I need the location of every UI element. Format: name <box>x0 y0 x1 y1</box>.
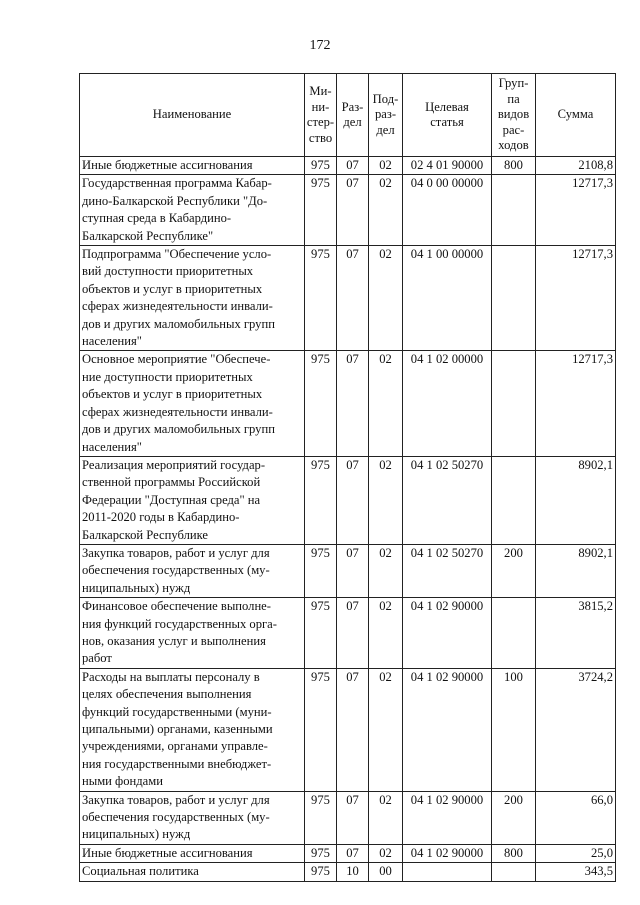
table-body <box>80 157 616 882</box>
cell-target: 04 0 00 00000 <box>403 175 492 246</box>
cell-subsection: 02 <box>369 456 403 544</box>
header-ministry-line: Ми- <box>309 84 332 98</box>
cell-subsection: 02 <box>369 844 403 862</box>
table-row <box>80 844 616 862</box>
cell-subsection: 02 <box>369 791 403 844</box>
table-row <box>80 246 616 351</box>
cell-ministry: 975 <box>305 351 337 456</box>
budget-table <box>79 73 616 882</box>
cell-ministry: 975 <box>305 175 337 246</box>
header-group-line: видов <box>497 107 530 122</box>
header-target-line: Целевая <box>425 99 469 114</box>
cell-section: 07 <box>337 246 369 351</box>
cell-section: 07 <box>337 544 369 597</box>
table-row <box>80 598 616 669</box>
cell-subsection: 02 <box>369 175 403 246</box>
cell-section: 07 <box>337 598 369 669</box>
header-ministry <box>305 74 337 157</box>
cell-group: 800 <box>492 844 536 862</box>
cell-sum: 343,5 <box>536 863 616 881</box>
cell-group: 100 <box>492 668 536 791</box>
cell-group: 800 <box>492 157 536 175</box>
cell-sum: 3815,2 <box>536 598 616 669</box>
cell-ministry: 975 <box>305 246 337 351</box>
cell-target: 04 1 02 90000 <box>403 598 492 669</box>
cell-group <box>492 863 536 881</box>
cell-name: Подпрограмма "Обеспечение усло- вий доступности приоритетных объектов и услуг в приоритетных сферах жизнедеятельности инвали- дов и других маломобильных групп населения" <box>80 246 305 351</box>
cell-group <box>492 175 536 246</box>
cell-section: 07 <box>337 175 369 246</box>
cell-name: Расходы на выплаты персоналу в целях обеспечения выполнения функций государственными (муни- ципальными) органами, казенными учреждениями, органами управле- ния государственными внебюджет- ными фондами <box>80 668 305 791</box>
header-group <box>492 74 536 157</box>
cell-section: 07 <box>337 157 369 175</box>
page-number: 172 <box>309 38 331 53</box>
cell-ministry: 975 <box>305 844 337 862</box>
header-group-line: рас- <box>502 122 525 137</box>
header-target <box>403 74 492 157</box>
cell-ministry: 975 <box>305 598 337 669</box>
cell-group: 200 <box>492 791 536 844</box>
cell-sum: 3724,2 <box>536 668 616 791</box>
cell-name: Реализация мероприятий государ- ственной программы Российской Федерации "Доступная среда" на 2011-2020 годы в Кабардино- Балкарской Республике <box>80 456 305 544</box>
cell-subsection: 00 <box>369 863 403 881</box>
cell-target: 04 1 02 90000 <box>403 791 492 844</box>
cell-section: 07 <box>337 668 369 791</box>
cell-ministry: 975 <box>305 668 337 791</box>
header-ministry-line: стер- <box>306 115 335 129</box>
cell-group <box>492 351 536 456</box>
cell-subsection: 02 <box>369 544 403 597</box>
cell-section: 10 <box>337 863 369 881</box>
header-section-line: дел <box>343 115 362 129</box>
cell-name: Основное мероприятие "Обеспече- ние доступности приоритетных объектов и услуг в приоритетных сферах жизнедеятельности инвали- дов и других маломобильных групп населения" <box>80 351 305 456</box>
header-section-line: Раз- <box>341 99 364 114</box>
cell-target: 04 1 02 50270 <box>403 456 492 544</box>
cell-target <box>403 863 492 881</box>
cell-sum: 66,0 <box>536 791 616 844</box>
cell-name: Иные бюджетные ассигнования <box>80 844 305 862</box>
cell-subsection: 02 <box>369 598 403 669</box>
cell-target: 04 1 02 90000 <box>403 668 492 791</box>
cell-target: 04 1 02 00000 <box>403 351 492 456</box>
cell-section: 07 <box>337 844 369 862</box>
cell-group <box>492 456 536 544</box>
cell-sum: 8902,1 <box>536 456 616 544</box>
table-row <box>80 175 616 246</box>
cell-ministry: 975 <box>305 157 337 175</box>
header-subsection-line: дел <box>376 122 395 137</box>
cell-target: 04 1 02 50270 <box>403 544 492 597</box>
cell-sum: 12717,3 <box>536 246 616 351</box>
cell-ministry: 975 <box>305 863 337 881</box>
cell-name: Иные бюджетные ассигнования <box>80 157 305 175</box>
cell-ministry: 975 <box>305 456 337 544</box>
cell-target: 02 4 01 90000 <box>403 157 492 175</box>
cell-section: 07 <box>337 791 369 844</box>
cell-sum: 12717,3 <box>536 175 616 246</box>
cell-target: 04 1 00 00000 <box>403 246 492 351</box>
table-row <box>80 351 616 456</box>
cell-name: Государственная программа Кабар- дино-Балкарской Республики "До- ступная среда в Кабардино- Балкарской Республике" <box>80 175 305 246</box>
cell-sum: 25,0 <box>536 844 616 862</box>
cell-target: 04 1 02 90000 <box>403 844 492 862</box>
cell-subsection: 02 <box>369 668 403 791</box>
cell-group <box>492 246 536 351</box>
table-row <box>80 863 616 881</box>
table-row <box>80 157 616 175</box>
header-ministry-line: ни- <box>311 99 330 114</box>
table-row <box>80 791 616 844</box>
header-group-line: па <box>507 91 520 106</box>
cell-name: Финансовое обеспечение выполне- ния функций государственных орга- нов, оказания услуг и выполнения работ <box>80 598 305 669</box>
cell-sum: 12717,3 <box>536 351 616 456</box>
cell-group <box>492 598 536 669</box>
cell-section: 07 <box>337 351 369 456</box>
header-sum: Сумма <box>536 74 616 157</box>
cell-subsection: 02 <box>369 351 403 456</box>
cell-ministry: 975 <box>305 791 337 844</box>
cell-name: Социальная политика <box>80 863 305 881</box>
cell-subsection: 02 <box>369 246 403 351</box>
cell-name: Закупка товаров, работ и услуг для обеспечения государственных (му- ниципальных) нужд <box>80 544 305 597</box>
header-target-line: статья <box>430 115 464 129</box>
header-name: Наименование <box>80 74 305 157</box>
header-subsection-line: Под- <box>372 91 399 106</box>
header-section <box>337 74 369 157</box>
cell-subsection: 02 <box>369 157 403 175</box>
cell-name: Закупка товаров, работ и услуг для обеспечения государственных (му- ниципальных) нужд <box>80 791 305 844</box>
cell-section: 07 <box>337 456 369 544</box>
header-subsection <box>369 74 403 157</box>
header-group-line: ходов <box>498 138 529 153</box>
header-group-line: Груп- <box>498 76 529 91</box>
table-row <box>80 456 616 544</box>
table-header-row <box>80 74 616 157</box>
header-ministry-line: ство <box>308 130 333 145</box>
table-row <box>80 544 616 597</box>
header-subsection-line: раз- <box>374 107 397 122</box>
table-row <box>80 668 616 791</box>
cell-sum: 8902,1 <box>536 544 616 597</box>
cell-ministry: 975 <box>305 544 337 597</box>
cell-group: 200 <box>492 544 536 597</box>
cell-sum: 2108,8 <box>536 157 616 175</box>
